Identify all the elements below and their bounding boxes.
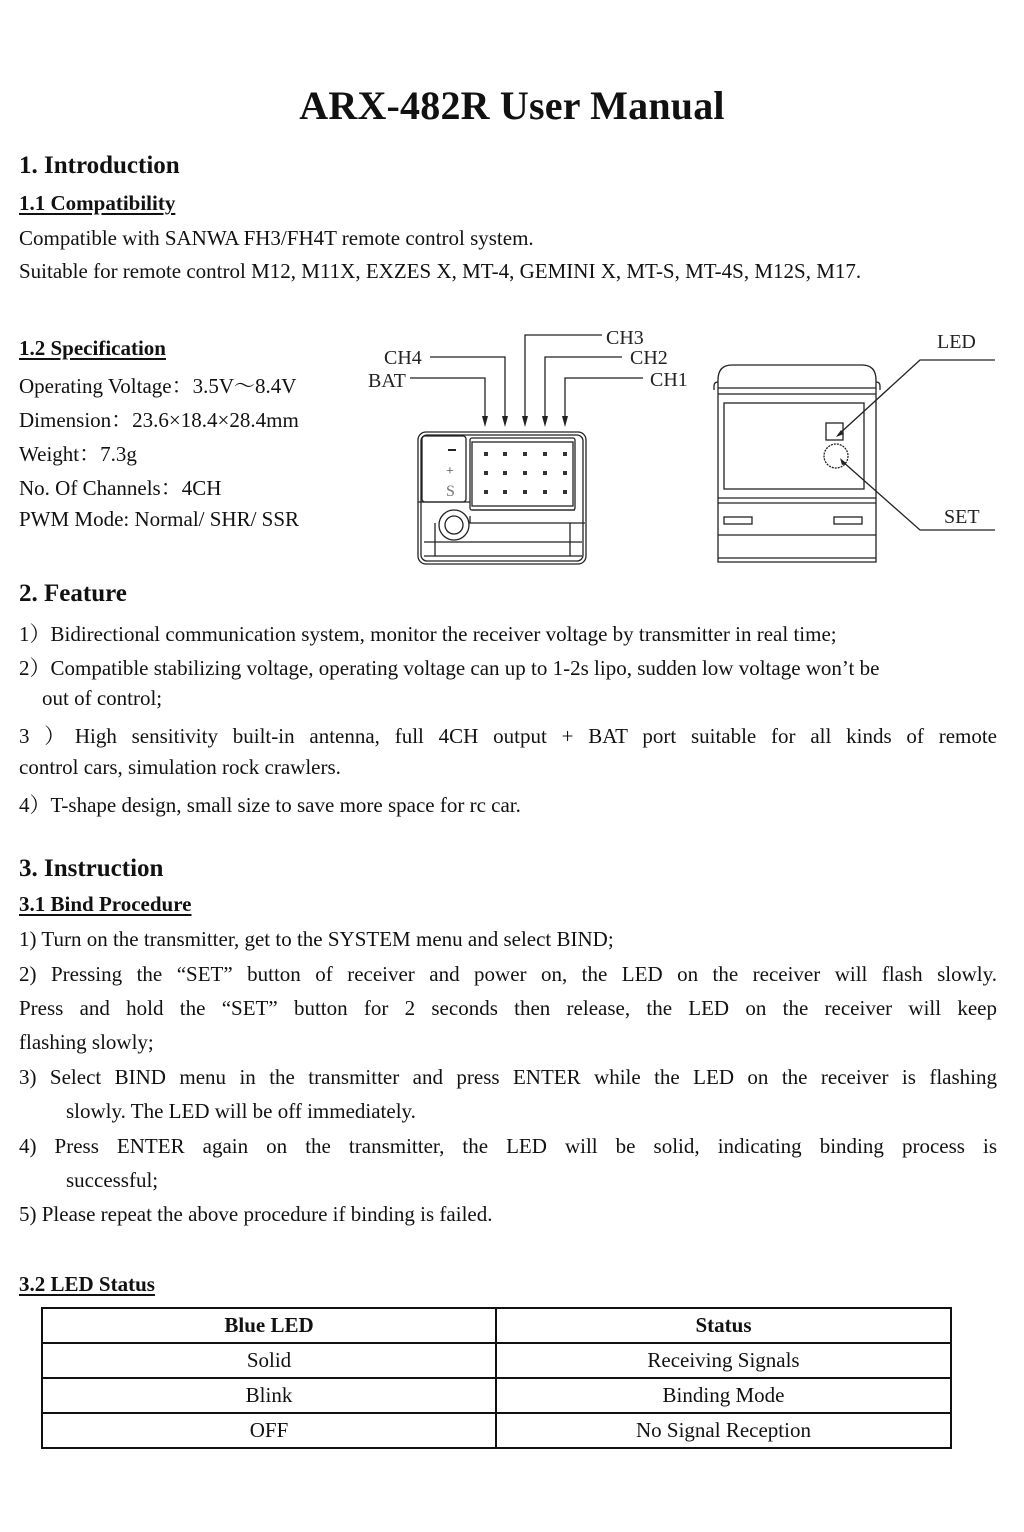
label-set: SET xyxy=(944,506,980,528)
feature-item: 1）Bidirectional communication system, monitor the receiver voltage by transmitter in real time; xyxy=(19,622,837,646)
subsection-heading-compatibility: 1.1 Compatibility xyxy=(19,191,176,215)
table-row xyxy=(42,1378,951,1413)
section-heading-feature: 2. Feature xyxy=(19,580,127,607)
feature-item: 3 ）High sensitivity built-in antenna, full 4CH output + BAT port suitable for all kinds of remote xyxy=(19,724,997,748)
spec-label: PWM Mode: xyxy=(19,507,135,531)
port-label-ch4: CH4 xyxy=(384,347,422,369)
table-header-row xyxy=(42,1308,951,1343)
spec-label: Operating Voltage： xyxy=(19,374,193,398)
spec-label: No. Of Channels： xyxy=(19,476,182,500)
spec-value: 7.3g xyxy=(100,442,137,466)
spec-label: Dimension： xyxy=(19,408,133,432)
led-state-cell: OFF xyxy=(42,1413,496,1448)
led-status-table xyxy=(41,1307,952,1449)
section-heading-introduction: 1. Introduction xyxy=(19,152,180,179)
spec-item-operating-voltage xyxy=(19,370,296,400)
bind-step: 1) Turn on the transmitter, get to the SYSTEM menu and select BIND; xyxy=(19,927,614,951)
subsection-heading-led-status: 3.2 LED Status xyxy=(19,1272,155,1296)
bind-step-continued: slowly. The LED will be off immediately. xyxy=(66,1099,416,1123)
bind-step-continued: flashing slowly; xyxy=(19,1030,154,1054)
receiver-front-view-icon xyxy=(714,365,880,562)
port-label-ch1: CH1 xyxy=(650,369,688,391)
bind-step-continued: successful; xyxy=(66,1168,159,1192)
spec-item-channels xyxy=(19,472,221,502)
feature-item: 2）Compatible stabilizing voltage, operating voltage can up to 1-2s lipo, sudden low voltage won’t be xyxy=(19,656,880,680)
table-row xyxy=(42,1343,951,1378)
svg-text:S: S xyxy=(446,483,455,500)
feature-item-continued: control cars, simulation rock crawlers. xyxy=(19,755,341,779)
spec-value: Normal/ SHR/ SSR xyxy=(134,507,300,531)
section-heading-instruction: 3. Instruction xyxy=(19,855,164,882)
subsection-heading-specification: 1.2 Specification xyxy=(19,336,166,360)
bind-step: 3) Select BIND menu in the transmitter and press ENTER while the LED on the receiver is flashing xyxy=(19,1065,997,1089)
table-row xyxy=(42,1413,951,1448)
spec-value: 23.6×18.4×28.4mm xyxy=(132,408,299,432)
column-header-blue-led: Blue LED xyxy=(42,1308,496,1343)
spec-label: Weight： xyxy=(19,442,101,466)
callout-lines xyxy=(838,360,995,530)
port-arrows xyxy=(482,416,568,427)
spec-value: 4CH xyxy=(181,476,222,500)
receiver-front-diagram xyxy=(690,320,1020,580)
subsection-heading-bind-procedure: 3.1 Bind Procedure xyxy=(19,892,192,916)
svg-text:+: + xyxy=(446,464,454,479)
set-button-icon xyxy=(824,444,848,468)
spec-item-weight xyxy=(19,438,137,468)
feature-item: 4）T-shape design, small size to save more space for rc car. xyxy=(19,793,521,817)
bind-step: 5) Please repeat the above procedure if binding is failed. xyxy=(19,1202,493,1226)
bind-step: 4) Press ENTER again on the transmitter, the LED will be solid, indicating binding process is xyxy=(19,1134,997,1158)
page-title: ARX-482R User Manual xyxy=(299,83,725,128)
port-label-ch2: CH2 xyxy=(630,347,668,369)
port-label-bat: BAT xyxy=(368,370,406,392)
compatibility-line: Compatible with SANWA FH3/FH4T remote control system. xyxy=(19,226,534,250)
port-label-ch3: CH3 xyxy=(606,327,644,349)
bind-step-continued: Press and hold the “SET” button for 2 seconds then release, the LED on the receiver will keep xyxy=(19,996,997,1020)
column-header-status: Status xyxy=(496,1308,951,1343)
spec-item-pwm-mode xyxy=(19,507,299,532)
status-cell: Receiving Signals xyxy=(496,1343,951,1378)
receiver-ports-diagram xyxy=(360,320,700,580)
compatibility-line: Suitable for remote control M12, M11X, EXZES X, MT-4, GEMINI X, MT-S, MT-4S, M12S, M17. xyxy=(19,259,862,283)
bind-step: 2) Pressing the “SET” button of receiver and power on, the LED on the receiver will flash slowly. xyxy=(19,962,997,986)
receiver-top-view-icon xyxy=(418,432,586,564)
label-led: LED xyxy=(937,331,976,353)
status-cell: No Signal Reception xyxy=(496,1413,951,1448)
feature-item-continued: out of control; xyxy=(42,686,163,710)
spec-item-dimension xyxy=(19,404,299,434)
spec-value: 3.5V～8.4V xyxy=(192,374,297,398)
status-cell: Binding Mode xyxy=(496,1378,951,1413)
led-state-cell: Solid xyxy=(42,1343,496,1378)
led-state-cell: Blink xyxy=(42,1378,496,1413)
